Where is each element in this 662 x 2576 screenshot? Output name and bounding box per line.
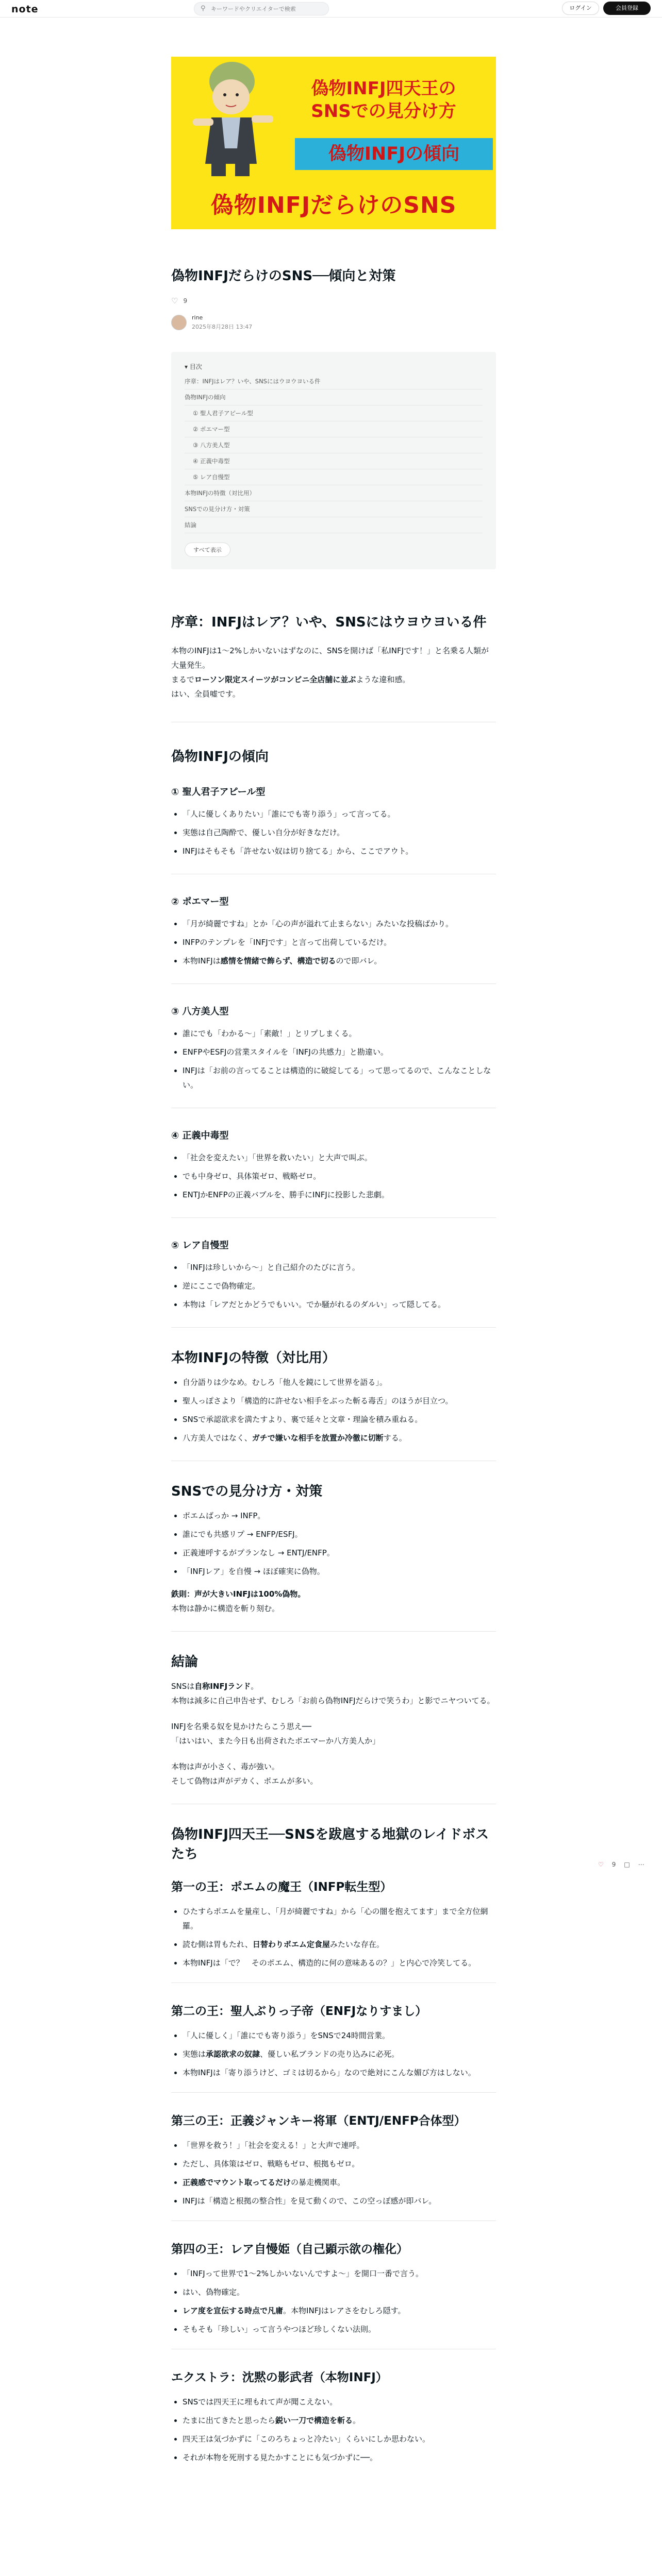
- table-of-contents: [171, 352, 496, 569]
- toc-item[interactable]: ② ポエマー型: [185, 421, 483, 437]
- post-date: 2025年8月28日 13:47: [192, 324, 253, 330]
- list-item: • 「月が綺麗ですね」とか「心の声が溢れて止まらない」みたいな投稿ばかり。: [183, 917, 496, 931]
- toc-item[interactable]: 本物INFJの特徴（対比用）: [185, 485, 483, 501]
- paragraph: はい、全員嘘です。: [171, 689, 240, 699]
- login-button[interactable]: ログイン: [562, 2, 599, 15]
- article-column: [171, 57, 496, 2469]
- subsection-heading: ⑤ レア自慢型: [171, 1240, 229, 1251]
- subsection-heading: ① 聖人君子アピール型: [171, 787, 266, 798]
- section-heading: 結論: [171, 1654, 198, 1670]
- list-item: • 実態は自己陶酔で、優しい自分が好きなだけ。: [183, 825, 496, 840]
- list-item: • ひたすらポエムを量産し、「月が綺麗ですね」から「心の闇を抱えてます」まで全方位網羅。: [183, 1904, 496, 1933]
- character-illustration: [174, 61, 288, 177]
- hero-line-1: 偽物INFJ四天王の SNSでの見分け方: [311, 78, 456, 122]
- list-item: • それが本物を死刑する見たかすことにも気づかずに──。: [183, 2450, 496, 2465]
- list-item: • 自分語りは少なめ。むしろ「他人を鏡にして世界を語る」。: [183, 1375, 496, 1389]
- search-box[interactable]: [194, 2, 329, 15]
- rail-like-count: 9: [611, 1861, 616, 1868]
- list-item: • INFJは「構造と根拠の整合性」を見て動くので、この空っぽ感が即バレ。: [183, 2194, 496, 2208]
- subsection-heading: ② ポエマー型: [171, 896, 229, 907]
- paragraph: SNSは自称INFJランド。: [171, 1682, 259, 1691]
- list-item: • 「INFJって世界で1〜2%しかいないんですよ〜」を開口一番で言う。: [183, 2266, 496, 2281]
- paragraph: まるでローソン限定スイーツがコンビニ全店舗に並ぶような違和感。: [171, 675, 410, 684]
- section-heading: SNSでの見分け方・対策: [171, 1484, 323, 1499]
- paragraph: 本物のINFJは1〜2%しかいないはずなのに、SNSを開けば「私INFJです！」と名乗る人類が大量発生。: [171, 646, 489, 670]
- list-item: • 聖人っぽさより「構造的に許せない相手をぶった斬る毒舌」のほうが目立つ。: [183, 1394, 496, 1408]
- section-heading: 偽物INFJの傾向: [171, 749, 269, 765]
- toc-item[interactable]: SNSでの見分け方・対策: [185, 501, 483, 517]
- heart-icon[interactable]: ♡: [171, 296, 178, 306]
- toc-item[interactable]: 結論: [185, 517, 483, 533]
- hero-image: [171, 57, 496, 229]
- hero-line-3: 偽物INFJだらけのSNS: [210, 192, 457, 218]
- search-input[interactable]: [211, 4, 324, 14]
- list-item: • 逆にここで偽物確定。: [183, 1279, 496, 1293]
- like-bar: [171, 295, 496, 307]
- avatar[interactable]: [171, 315, 187, 330]
- section-heading: 本物INFJの特徴（対比用）: [171, 1350, 336, 1366]
- list-item: • 正義連呼するがプランなし → ENTJ/ENFP。: [183, 1546, 496, 1560]
- list-item: • 本物INFJは「寄り添うけど、ゴミは切るから」なので絶対にこんな媚び方はしない。: [183, 2065, 496, 2080]
- like-heart-icon[interactable]: ♡: [598, 1861, 604, 1868]
- more-icon[interactable]: ⋯: [638, 1861, 644, 1868]
- toc-item[interactable]: ⑤ レア自慢型: [185, 469, 483, 485]
- toc-item[interactable]: 序章：INFJはレア？いや、SNSにはウヨウヨいる件: [185, 374, 483, 389]
- signup-button[interactable]: 会員登録: [603, 2, 651, 15]
- paragraph: 「はいはい、また今日も出荷されたポエマーか八方美人か」: [171, 1736, 380, 1745]
- list-item: • SNSでは四天王に埋もれて声が聞こえない。: [183, 2395, 496, 2409]
- list-item: • ENTJかENFPの正義バブルを、勝手にINFJに投影した悲劇。: [183, 1188, 496, 1202]
- list-item: • 「人に優しく」「誰にでも寄り添う」をSNSで24時間営業。: [183, 2028, 496, 2043]
- list-item: • レア度を宣伝する時点で凡庸。本物INFJはレアさをむしろ隠す。: [183, 2303, 496, 2318]
- list-item: • 読む側は胃もたれ、日替わりポエム定食屋みたいな存在。: [183, 1937, 496, 1952]
- paragraph: INFJを名乗る奴を見かけたらこう思え──: [171, 1722, 311, 1731]
- list-item: • ポエムばっか → INFP。: [183, 1509, 496, 1523]
- toc-heading[interactable]: ▾ 目次: [185, 363, 202, 370]
- subsection-heading: ④ 正義中毒型: [171, 1130, 229, 1141]
- list-item: • 「INFJレア」を自慢 → ほぼ確実に偽物。: [183, 1564, 496, 1579]
- list-item: • 実態は承認欲求の奴隷、優しい私ブランドの売り込みに必死。: [183, 2047, 496, 2061]
- list-item: • 正義感でマウント取ってるだけの暴走機関車。: [183, 2175, 496, 2190]
- list-item: • 四天王は気づかずに「このろちょっと冷たい」くらいにしか思わない。: [183, 2432, 496, 2446]
- author-name[interactable]: rine: [192, 314, 203, 321]
- top-navbar: [0, 0, 662, 18]
- list-item: • 「世界を救う！」「社会を変える！」と大声で連呼。: [183, 2138, 496, 2153]
- paragraph: 本物は静かに構造を斬り刻む。: [171, 1604, 280, 1613]
- hero-band: 偽物INFJの傾向: [295, 138, 493, 170]
- toc-item[interactable]: ④ 正義中毒型: [185, 453, 483, 469]
- article-title: 偽物INFJだらけのSNS──傾向と対策: [171, 268, 396, 284]
- list-item: • INFJはそもそも「許せない奴は切り捨てる」から、ここでアウト。: [183, 844, 496, 858]
- list-item: • たまに出てきたと思ったら鋭い一刀で構造を斬る。: [183, 2413, 496, 2428]
- list-item: • 本物INFJは「で？ そのポエム、構造的に何の意味あるの？」と内心で冷笑してる。: [183, 1956, 496, 1970]
- paragraph: 本物は声が小さく、毒が強い。: [171, 1762, 279, 1771]
- subsection-heading: 第三の王：正義ジャンキー将軍（ENTJ/ENFP合体型）: [171, 2114, 466, 2128]
- author-block[interactable]: [171, 314, 496, 331]
- list-item: • 本物INFJは感情を情緒で飾らず、構造で切るので即バレ。: [183, 954, 496, 968]
- subsection-heading: 第四の王：レア自慢姫（自己顕示欲の権化）: [171, 2243, 408, 2256]
- like-count: 9: [183, 297, 188, 304]
- subsection-heading: ③ 八方美人型: [171, 1006, 229, 1017]
- subsection-heading: 第二の王：聖人ぶりっ子帝（ENFJなりすまし）: [171, 2005, 427, 2018]
- list-item: • 「社会を変えたい」「世界を救いたい」と大声で叫ぶ。: [183, 1150, 496, 1165]
- toc-show-all-button[interactable]: すべて表示: [185, 543, 230, 557]
- comment-icon[interactable]: □: [624, 1861, 630, 1868]
- list-item: • INFPのテンプレを「INFJです」と言って出荷しているだけ。: [183, 935, 496, 950]
- list-item: • INFJは「お前の言ってることは構造的に破綻してる」って思ってるので、こんなことしない。: [183, 1063, 496, 1092]
- paragraph: 鉄則：声が大きいINFJは100%偽物。: [171, 1589, 306, 1599]
- section-heading: 序章：INFJはレア？いや、SNSにはウヨウヨいる件: [171, 615, 487, 630]
- list-item: • 本物は「レアだとかどうでもいい。でか騒がれるのダルい」って隠してる。: [183, 1297, 496, 1312]
- list-item: • 「INFJは珍しいから〜」と自己紹介のたびに言う。: [183, 1260, 496, 1275]
- paragraph: 本物は減多に自己申告せず、むしろ「お前ら偽物INFJだらけで笑うわ」と影でニヤついてる。: [171, 1696, 495, 1705]
- paragraph: そして偽物は声がデカく、ポエムが多い。: [171, 1776, 318, 1786]
- list-item: • 誰にでも共感リプ → ENFP/ESFJ。: [183, 1527, 496, 1541]
- subsection-heading: 第一の王：ポエムの魔王（INFP転生型）: [171, 1880, 392, 1894]
- section-heading: 偽物INFJ四天王──SNSを跋扈する地獄のレイドボスたち: [171, 1827, 489, 1862]
- toc-item[interactable]: 偽物INFJの傾向: [185, 389, 483, 405]
- list-item: • はい、偽物確定。: [183, 2285, 496, 2299]
- toc-item[interactable]: ③ 八方美人型: [185, 437, 483, 453]
- list-item: • 八方美人ではなく、ガチで嫌いな相手を放置か冷徹に切断する。: [183, 1431, 496, 1445]
- list-item: • ただし、具体策はゼロ、戦略もゼロ、根拠もゼロ。: [183, 2157, 496, 2171]
- list-item: • そもそも「珍しい」って言うやつほど珍しくない法則。: [183, 2322, 496, 2336]
- note-logo[interactable]: note: [11, 4, 39, 15]
- list-item: • 誰にでも「わかる〜」「素敵！」とリプしまくる。: [183, 1026, 496, 1041]
- subsection-heading: エクストラ：沈黙の影武者（本物INFJ）: [171, 2371, 388, 2384]
- list-item: • でも中身ゼロ、具体策ゼロ、戦略ゼロ。: [183, 1169, 496, 1183]
- floating-action-rail: [598, 1861, 644, 1868]
- list-item: • 「人に優しくありたい」「誰にでも寄り添う」って言ってる。: [183, 807, 496, 821]
- toc-item[interactable]: ① 聖人君子アピール型: [185, 405, 483, 421]
- list-item: • ENFPやESFJの営業スタイルを「INFJの共感力」と勘違い。: [183, 1045, 496, 1059]
- search-icon: ⚲: [201, 5, 206, 12]
- list-item: • SNSで承認欲求を満たすより、裏で延々と文章・理論を積み重ねる。: [183, 1412, 496, 1427]
